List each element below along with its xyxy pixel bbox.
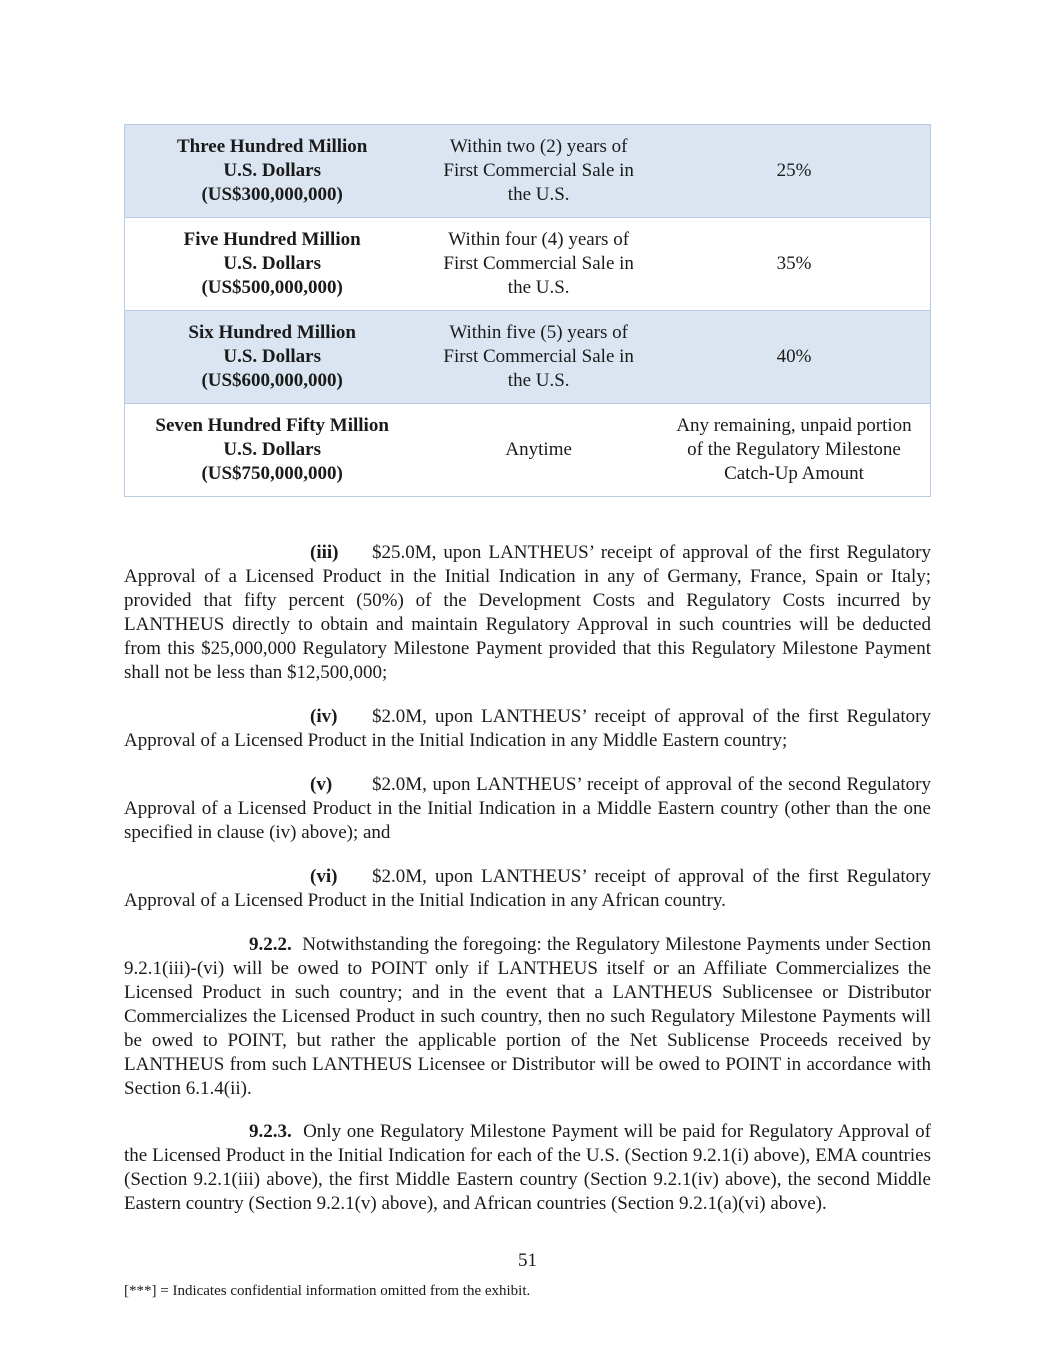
clause-text: $2.0M, upon LANTHEUS’ receipt of approval of the second Regulatory Approval of a Licensed Product in the Initial Indication in a Middle Eastern country (other than the one specified in clause (iv) above); and bbox=[124, 774, 931, 843]
table-row bbox=[125, 404, 931, 497]
milestone-table bbox=[124, 124, 931, 497]
clause-iii bbox=[124, 541, 931, 685]
table-row bbox=[125, 311, 931, 404]
amount-cell: Six Hundred Million U.S. Dollars (US$600,000,000) bbox=[125, 311, 420, 404]
clause-v bbox=[124, 773, 931, 845]
clause-iv bbox=[124, 705, 931, 753]
amount-cell: Five Hundred Million U.S. Dollars (US$500,000,000) bbox=[183, 229, 361, 298]
table-row bbox=[125, 125, 931, 218]
percent-cell: 40% bbox=[658, 311, 931, 404]
section-text: Notwithstanding the foregoing: the Regulatory Milestone Payments under Section 9.2.1(iii)-(vi) will be owed to POINT only if LANTHEUS itself or an Affiliate Commercializes the Licensed Product in such country; and in the event that a LANTHEUS Sublicensee or Distributor Commercializes the Licensed Product in such country, then no such Regulatory Milestone Payments will be owed to POINT, but rather the applicable portion of the Net Sublicense Proceeds received by LANTHEUS from such LANTHEUS Licensee or Distributor will be owed to POINT in accordance with Section 6.1.4(ii). bbox=[124, 934, 931, 1099]
footnote: [***] = Indicates confidential information omitted from the exhibit. bbox=[124, 1283, 531, 1299]
percent-cell: 25% bbox=[658, 125, 931, 218]
document-page bbox=[124, 124, 931, 497]
amount-cell: Three Hundred Million U.S. Dollars (US$300,000,000) bbox=[125, 125, 420, 218]
timing-cell: Within four (4) years of First Commercial Sale in the U.S. bbox=[443, 229, 634, 298]
clause-label: (vi) bbox=[310, 866, 338, 887]
clause-label: (v) bbox=[310, 774, 333, 795]
section-text: Only one Regulatory Milestone Payment will be paid for Regulatory Approval of the Licensed Product in the Initial Indication for each of the U.S. (Section 9.2.1(i) above), EMA countries (Section 9.2.1(iii) above), the first Middle Eastern country (Section 9.2.1(iv) above), the second Middle Eastern country (Section 9.2.1(v) above), and African countries (Section 9.2.1(a)(vi) above). bbox=[124, 1121, 931, 1214]
section-9-2-3 bbox=[124, 1120, 931, 1216]
section-number: 9.2.3. bbox=[249, 1121, 292, 1142]
percent-cell: 35% bbox=[776, 253, 812, 274]
amount-cell: Seven Hundred Fifty Million U.S. Dollars (US$750,000,000) bbox=[155, 415, 389, 484]
clause-label: (iv) bbox=[310, 706, 338, 727]
timing-cell: Within two (2) years of First Commercial Sale in the U.S. bbox=[419, 125, 658, 218]
timing-cell: Within five (5) years of First Commercial Sale in the U.S. bbox=[419, 311, 658, 404]
clause-label: (iii) bbox=[310, 542, 339, 563]
section-number: 9.2.2. bbox=[249, 934, 292, 955]
clause-text: $2.0M, upon LANTHEUS’ receipt of approval of the first Regulatory Approval of a Licensed Product in the Initial Indication in any African country. bbox=[124, 866, 931, 911]
table-row bbox=[125, 218, 931, 311]
page-number: 51 bbox=[518, 1250, 537, 1271]
percent-cell: Any remaining, unpaid portion of the Regulatory Milestone Catch-Up Amount bbox=[676, 415, 912, 484]
section-9-2-2 bbox=[124, 933, 931, 1101]
clause-text: $25.0M, upon LANTHEUS’ receipt of approval of the first Regulatory Approval of a Licensed Product in the Initial Indication in any of Germany, France, Spain or Italy; provided that fifty percent (50%) of the Development Costs and Regulatory Costs incurred by LANTHEUS directly to obtain and maintain Regulatory Approval in such countries will be deducted from this $25,000,000 Regulatory Milestone Payment provided that this Regulatory Milestone Payment shall not be less than $12,500,000; bbox=[124, 542, 931, 683]
clause-vi bbox=[124, 865, 931, 913]
clause-text: $2.0M, upon LANTHEUS’ receipt of approval of the first Regulatory Approval of a Licensed Product in the Initial Indication in any Middle Eastern country; bbox=[124, 706, 931, 751]
timing-cell: Anytime bbox=[505, 439, 572, 460]
